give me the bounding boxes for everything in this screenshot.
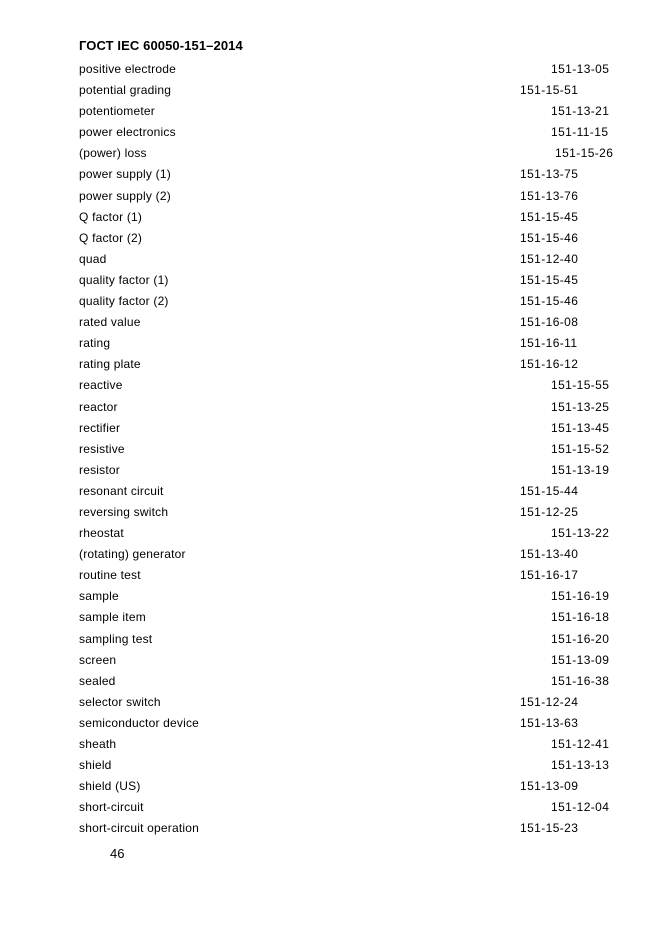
entry-reference-number: 151-11-15 — [551, 125, 609, 140]
index-entry — [0, 502, 661, 523]
index-entry — [0, 671, 661, 692]
index-entry — [0, 734, 661, 755]
entry-term: short-circuit — [79, 800, 144, 815]
document-header: ГОСТ IEC 60050-151–2014 — [79, 38, 243, 53]
index-entry — [0, 375, 661, 396]
entry-reference-number: 151-13-09 — [520, 779, 579, 794]
entry-term: power electronics — [79, 125, 176, 140]
index-entry — [0, 80, 661, 101]
index-entry — [0, 607, 661, 628]
entry-term: Q factor (1) — [79, 209, 143, 224]
entry-reference-number: 151-16-20 — [551, 631, 610, 646]
entry-reference-number: 151-16-11 — [520, 336, 578, 351]
entry-term: semiconductor device — [79, 715, 200, 730]
index-entry — [0, 354, 661, 375]
entry-reference-number: 151-16-18 — [551, 610, 610, 625]
index-entry — [0, 797, 661, 818]
index-entry — [0, 692, 661, 713]
entry-term: power supply (2) — [79, 188, 171, 203]
entry-reference-number: 151-12-41 — [551, 737, 610, 751]
entry-reference-number: 151-12-25 — [520, 504, 579, 519]
index-entry — [0, 249, 661, 270]
entry-term: sample — [79, 589, 119, 604]
entry-term: sample item — [79, 610, 146, 625]
entry-reference-number: 151-15-52 — [551, 441, 610, 456]
index-entry — [0, 544, 661, 565]
entry-term: potentiometer — [79, 104, 155, 119]
entry-term: potential grading — [79, 83, 172, 98]
entry-reference-number: 151-13-75 — [520, 167, 579, 182]
entry-term: reactive — [79, 378, 123, 393]
entry-reference-number: 151-15-46 — [520, 230, 579, 245]
index-entry — [0, 312, 661, 333]
entry-reference-number: 151-13-09 — [551, 652, 610, 667]
index-entry — [0, 565, 661, 586]
entry-reference-number: 151-13-45 — [551, 420, 610, 435]
index-entry — [0, 59, 661, 80]
entry-reference-number: 151-16-19 — [551, 589, 610, 604]
entry-term: rating plate — [79, 357, 141, 372]
entry-term: resonant circuit — [79, 483, 164, 498]
entry-reference-number: 151-15-45 — [520, 209, 579, 224]
index-entry — [0, 586, 661, 607]
entry-reference-number: 151-12-24 — [520, 694, 579, 709]
entry-reference-number: 151-15-26 — [555, 146, 614, 161]
index-entry — [0, 228, 661, 249]
entry-reference-number: 151-13-19 — [551, 462, 610, 477]
entry-reference-number: 151-15-46 — [520, 294, 579, 309]
entry-term: selector switch — [79, 694, 161, 709]
entry-term: shield (US) — [79, 779, 141, 794]
index-entry — [0, 481, 661, 502]
entry-reference-number: 151-13-05 — [551, 62, 610, 76]
entry-reference-number: 151-12-40 — [520, 251, 579, 266]
index-entry — [0, 818, 661, 839]
entry-term: shield — [79, 758, 112, 773]
entry-term: resistive — [79, 441, 125, 456]
index-entry — [0, 523, 661, 544]
entry-reference-number: 151-16-38 — [551, 673, 610, 688]
entry-reference-number: 151-13-13 — [551, 758, 610, 773]
entry-reference-number: 151-13-40 — [520, 547, 579, 562]
entry-reference-number: 151-12-04 — [551, 800, 610, 815]
entry-reference-number: 151-15-44 — [520, 483, 579, 498]
entry-reference-number: 151-13-22 — [551, 526, 610, 541]
page-number: 46 — [110, 846, 125, 861]
entry-reference-number: 151-15-55 — [551, 378, 610, 393]
index-entry — [0, 397, 661, 418]
entry-term: quality factor (2) — [79, 294, 169, 309]
entry-term: quad — [79, 251, 107, 266]
entry-term: resistor — [79, 462, 120, 477]
term-index-list — [0, 59, 661, 839]
entry-term: reactor — [79, 399, 118, 414]
index-entry — [0, 418, 661, 439]
index-entry — [0, 186, 661, 207]
index-entry — [0, 713, 661, 734]
entry-reference-number: 151-15-45 — [520, 272, 579, 287]
entry-term: sampling test — [79, 631, 153, 646]
index-entry — [0, 207, 661, 228]
entry-term: (rotating) generator — [79, 547, 186, 562]
entry-term: rheostat — [79, 526, 124, 541]
entry-reference-number: 151-15-23 — [520, 821, 579, 836]
entry-term: screen — [79, 652, 117, 667]
index-entry — [0, 270, 661, 291]
entry-term: Q factor (2) — [79, 230, 143, 245]
entry-reference-number: 151-13-63 — [520, 715, 579, 730]
index-entry — [0, 650, 661, 671]
index-entry — [0, 122, 661, 143]
index-entry — [0, 101, 661, 122]
index-entry — [0, 755, 661, 776]
entry-term: rectifier — [79, 420, 121, 435]
entry-reference-number: 151-13-25 — [551, 399, 610, 414]
entry-term: rating — [79, 336, 111, 351]
entry-reference-number: 151-16-12 — [520, 357, 579, 372]
entry-term: power supply (1) — [79, 167, 171, 182]
entry-reference-number: 151-15-51 — [520, 83, 579, 98]
entry-term: reversing switch — [79, 504, 169, 519]
index-entry — [0, 460, 661, 481]
entry-reference-number: 151-16-17 — [520, 568, 579, 583]
index-entry — [0, 629, 661, 650]
entry-term: positive electrode — [79, 62, 176, 76]
entry-reference-number: 151-16-08 — [520, 315, 579, 330]
entry-reference-number: 151-13-21 — [551, 104, 610, 119]
entry-term: sheath — [79, 737, 117, 751]
entry-reference-number: 151-13-76 — [520, 188, 579, 203]
index-entry — [0, 333, 661, 354]
index-entry — [0, 776, 661, 797]
index-entry — [0, 291, 661, 312]
entry-term: sealed — [79, 673, 116, 688]
index-entry — [0, 439, 661, 460]
index-entry — [0, 143, 661, 164]
entry-term: routine test — [79, 568, 141, 583]
entry-term: (power) loss — [79, 146, 147, 161]
entry-term: short-circuit operation — [79, 821, 199, 836]
entry-term: rated value — [79, 315, 141, 330]
index-entry — [0, 164, 661, 185]
entry-term: quality factor (1) — [79, 272, 169, 287]
